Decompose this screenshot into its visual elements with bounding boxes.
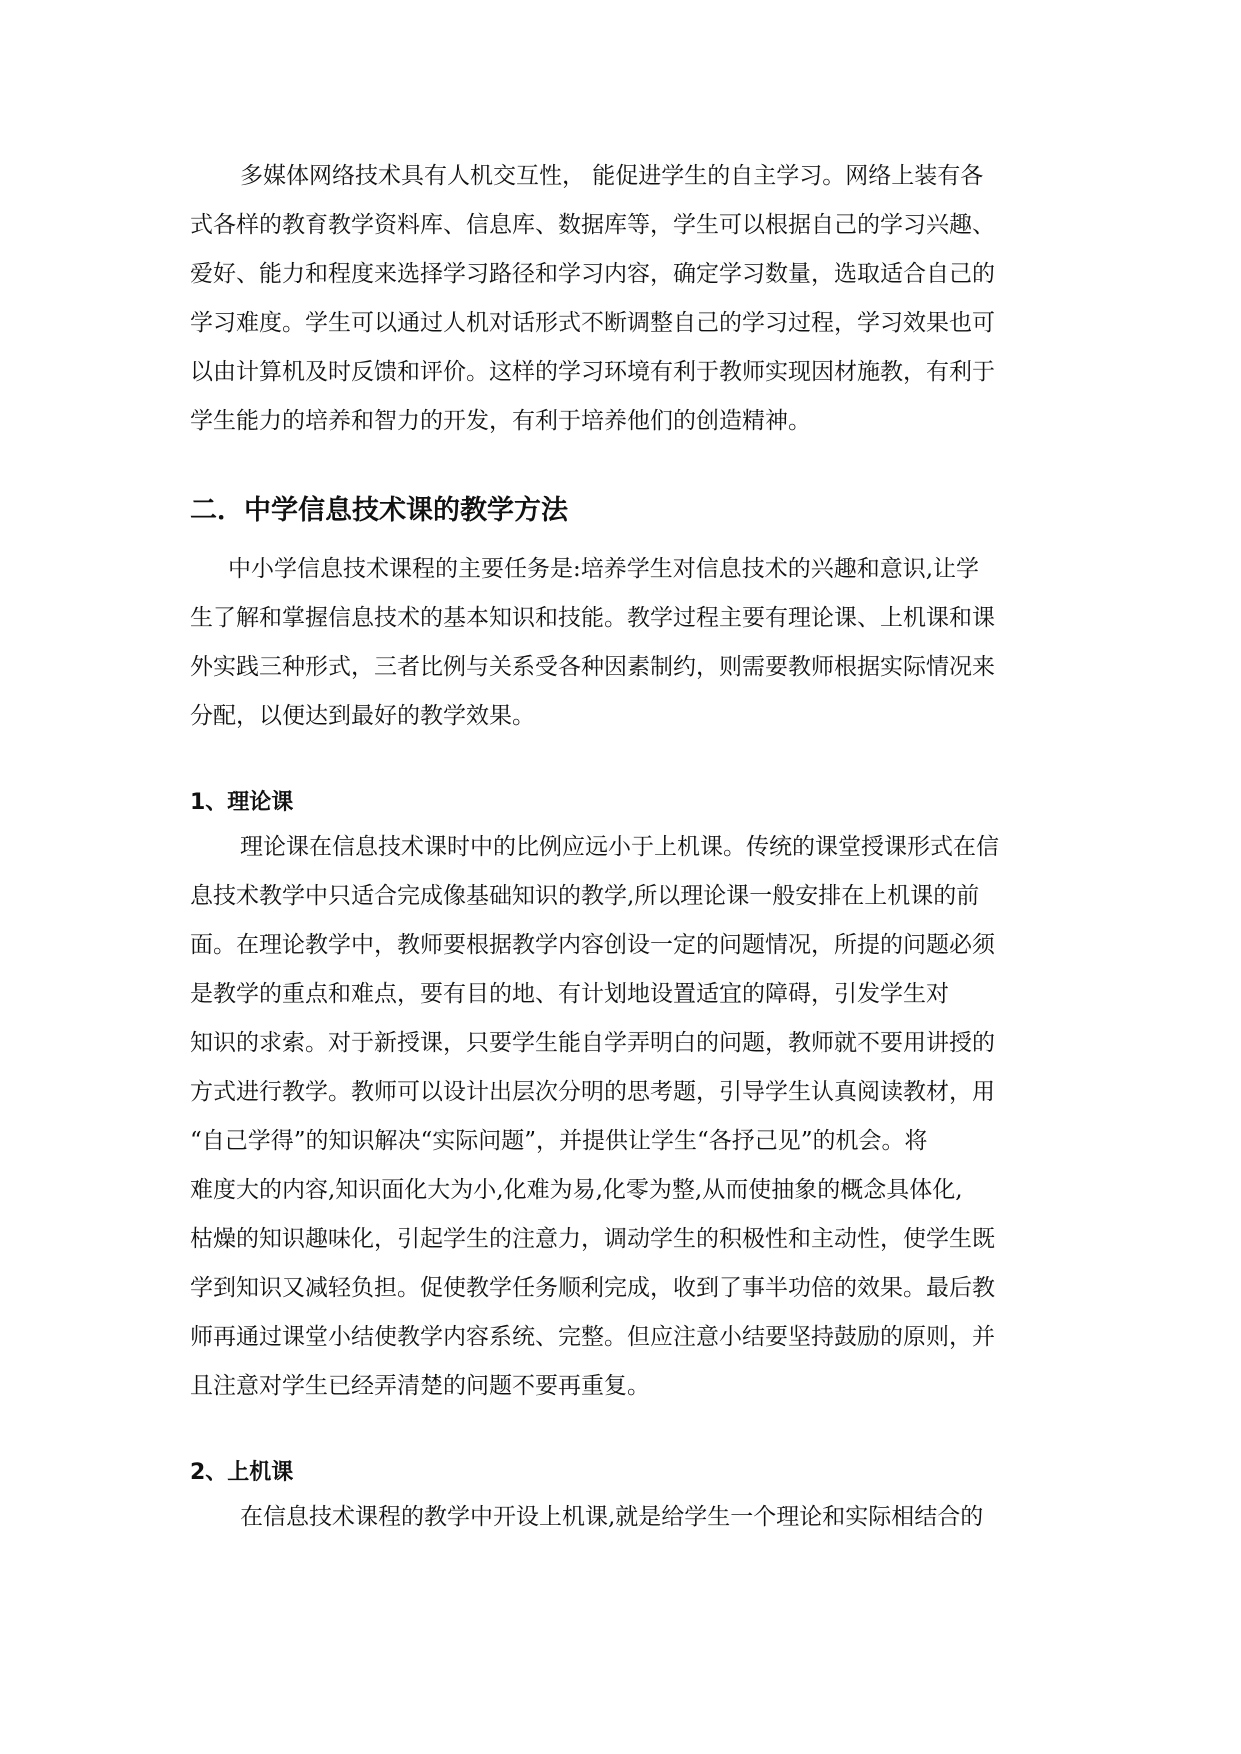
paragraph-line: 方式进行教学。教师可以设计出层次分明的思考题，引导学生认真阅读教材，用 <box>190 1079 995 1105</box>
paragraph-line: 以由计算机及时反馈和评价。这样的学习环境有利于教师实现因材施教，有利于 <box>190 359 995 385</box>
paragraph-line: 难度大的内容,知识面化大为小,化难为易,化零为整,从而使抽象的概念具体化, <box>190 1177 963 1203</box>
paragraph-line: 是教学的重点和难点，要有目的地、有计划地设置适宜的障碍，引发学生对 <box>190 981 949 1007</box>
paragraph-line: 面。在理论教学中，教师要根据教学内容创设一定的问题情况，所提的问题必须 <box>190 932 995 958</box>
subsection-paragraph-theory <box>190 823 1060 1411</box>
paragraph-line: 学生能力的培养和智力的开发，有利于培养他们的创造精神。 <box>190 408 811 434</box>
paragraph-line: 爱好、能力和程度来选择学习路径和学习内容，确定学习数量，选取适合自己的 <box>190 261 995 287</box>
paragraph-line: 且注意对学生已经弄清楚的问题不要再重复。 <box>190 1373 650 1399</box>
paragraph-line: 式各样的教育教学资料库、信息库、数据库等，学生可以根据自己的学习兴趣、 <box>190 212 995 238</box>
paragraph-line: 师再通过课堂小结使教学内容系统、完整。但应注意小结要坚持鼓励的原则，并 <box>190 1324 995 1350</box>
paragraph-line: 中小学信息技术课程的主要任务是:培养学生对信息技术的兴趣和意识,让学 <box>228 556 980 582</box>
paragraph-line: 学到知识又减轻负担。促使教学任务顺利完成，收到了事半功倍的效果。最后教 <box>190 1275 995 1301</box>
subsection-paragraph-lab <box>190 1493 1060 1542</box>
paragraph-line: “自己学得”的知识解决“实际问题”，并提供让学生“各抒己见”的机会。将 <box>190 1128 928 1154</box>
intro-paragraph <box>190 152 1060 446</box>
subsection-title-lab: 2、上机课 <box>190 1460 294 1485</box>
paragraph-line: 知识的求索。对于新授课，只要学生能自学弄明白的问题，教师就不要用讲授的 <box>190 1030 995 1056</box>
paragraph-line: 外实践三种形式，三者比例与关系受各种因素制约，则需要教师根据实际情况来 <box>190 654 995 680</box>
paragraph-line: 枯燥的知识趣味化，引起学生的注意力，调动学生的积极性和主动性，使学生既 <box>190 1226 995 1252</box>
paragraph-line: 生了解和掌握信息技术的基本知识和技能。教学过程主要有理论课、上机课和课 <box>190 605 995 631</box>
paragraph-line: 理论课在信息技术课时中的比例应远小于上机课。传统的课堂授课形式在信 <box>240 834 999 860</box>
section-paragraph <box>190 545 1060 741</box>
paragraph-line: 多媒体网络技术具有人机交互性， 能促进学生的自主学习。网络上装有各 <box>240 163 984 189</box>
paragraph-line: 息技术教学中只适合完成像基础知识的教学,所以理论课一般安排在上机课的前 <box>190 883 980 909</box>
section-title: 二．中学信息技术课的教学方法 <box>190 495 568 526</box>
subsection-title-theory: 1、理论课 <box>190 790 294 815</box>
paragraph-line: 学习难度。学生可以通过人机对话形式不断调整自己的学习过程，学习效果也可 <box>190 310 995 336</box>
document-body <box>190 152 1060 1542</box>
paragraph-line: 在信息技术课程的教学中开设上机课,就是给学生一个理论和实际相结合的 <box>240 1504 984 1530</box>
paragraph-line: 分配，以便达到最好的教学效果。 <box>190 703 535 729</box>
